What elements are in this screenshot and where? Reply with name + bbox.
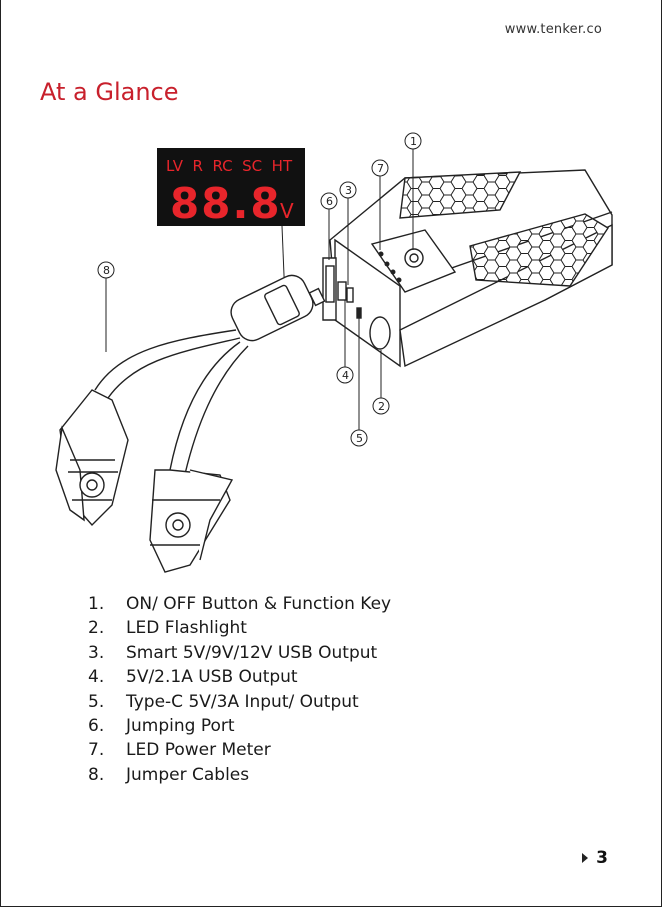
callout-2 [373, 350, 389, 414]
jumper-cable-connector [95, 271, 325, 474]
callout-8 [98, 262, 114, 352]
legend-item: 3. Smart 5V/9V/12V USB Output [88, 642, 378, 663]
svg-text:7: 7 [377, 162, 384, 175]
legend-item: 6. Jumping Port [88, 715, 235, 736]
svg-text:2: 2 [378, 400, 385, 413]
lcd-indicators: LV R RC SC HT [166, 157, 293, 175]
legend-item: 1. ON/ OFF Button & Function Key [88, 594, 392, 614]
legend-item: 7. LED Power Meter [88, 740, 271, 761]
triangle-right-icon [582, 853, 588, 863]
legend-item: 2. LED Flashlight [88, 618, 247, 639]
page-title: At a Glance [40, 78, 179, 107]
website-url: www.tenker.co [504, 22, 602, 37]
legend-item: 8. Jumper Cables [88, 764, 250, 785]
lcd-display [157, 148, 305, 228]
svg-text:4: 4 [342, 369, 349, 382]
component-legend [88, 592, 391, 787]
svg-text:8: 8 [103, 264, 110, 277]
svg-text:1: 1 [410, 135, 417, 148]
svg-text:5: 5 [356, 432, 363, 445]
legend-item: 4. 5V/2.1A USB Output [88, 667, 298, 688]
page-number: 3 [582, 848, 608, 868]
svg-text:3: 3 [345, 184, 352, 197]
clamp-right [150, 470, 232, 572]
lcd-unit: V [280, 199, 294, 223]
lcd-reading: 88.8 [170, 179, 282, 228]
clamp-left [56, 390, 128, 525]
legend-item: 5. Type-C 5V/3A Input/ Output [88, 691, 359, 712]
power-bank [323, 170, 612, 366]
svg-text:6: 6 [326, 195, 333, 208]
